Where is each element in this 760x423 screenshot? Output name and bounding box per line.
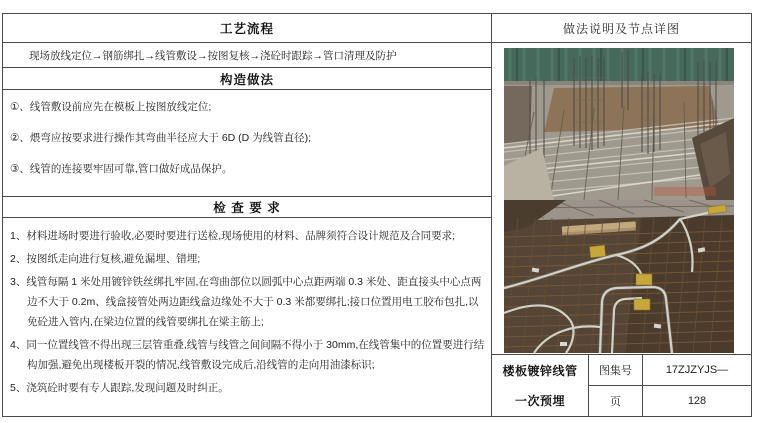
construction-method-header: 构造做法 bbox=[3, 68, 491, 90]
inspection-requirements-header: 检 查 要 求 bbox=[3, 197, 491, 218]
construction-item: ①、线管敷设前应先在模板上按图放线定位; bbox=[10, 101, 212, 113]
construction-item: ②、煨弯应按要求进行操作其弯曲半径应大于 6D (D 为线管直径); bbox=[10, 132, 312, 145]
inspection-item: 1、材料进场时要进行验收,必要时要进行送检,现场使用的材料、品牌须符合设计规范及合同要求; bbox=[10, 230, 456, 242]
inspection-requirements-list bbox=[3, 218, 491, 416]
photo-area bbox=[492, 43, 751, 355]
atlas-number-value: 17ZJZYJS— bbox=[665, 364, 729, 376]
construction-photo bbox=[504, 48, 734, 353]
page-number-row bbox=[589, 386, 751, 416]
title-block-rows bbox=[589, 355, 751, 416]
inspection-item: 5、浇筑砼时要有专人跟踪,发现问题及时纠正。 bbox=[10, 382, 229, 394]
inspection-item: 2、按图纸走向进行复核,避免漏埋、错埋; bbox=[10, 253, 201, 265]
atlas-number-row bbox=[589, 355, 751, 386]
right-panel bbox=[492, 14, 751, 416]
node-title-line2: 一次预埋 bbox=[514, 394, 565, 409]
page-number-value: 128 bbox=[687, 395, 707, 407]
atlas-number-label: 图集号 bbox=[589, 355, 643, 385]
node-title-line1: 楼板镀锌线管 bbox=[502, 363, 578, 378]
process-flow-header: 工艺流程 bbox=[3, 14, 491, 43]
left-panel bbox=[3, 14, 492, 416]
construction-item: ③、线管的连接要牢固可靠,管口做好成品保护。 bbox=[10, 163, 233, 176]
detail-drawing-header: 做法说明及节点详图 bbox=[492, 14, 751, 43]
construction-photo-graphic bbox=[504, 48, 734, 353]
inspection-item: 4、同一位置线管不得出现三层管重叠,线管与线管之间间隔不得小于 30mm,在线管集中的位置要进行结构加强,避免出现楼板开裂的情况,线管敷设完成后,沿线管的走向用油漆标识; bbox=[10, 339, 485, 371]
inspection-item: 3、线管每隔 1 米处用镀锌铁丝绑扎牢固,在弯曲部位以圆弧中心点距两端 0.3 米处、距直接头中心点两边不大于 0.2m、线盒接管处两边距线盒边缘处不大于 0.3 米都要绑扎;接口位置用电工胶布包扎,以免砼进入管内,在梁边位置的线管要绑扎在梁主筋上; bbox=[10, 276, 482, 328]
construction-method-list bbox=[3, 90, 491, 197]
page-number-label: 页 bbox=[589, 386, 643, 416]
node-title-cell bbox=[492, 355, 589, 416]
process-doc-table bbox=[2, 13, 752, 417]
title-block bbox=[492, 355, 751, 416]
process-flow-text: 现场放线定位→钢筋绑扎→线管敷设→按图复核→浇砼时跟踪→管口清理及防护 bbox=[3, 43, 491, 68]
